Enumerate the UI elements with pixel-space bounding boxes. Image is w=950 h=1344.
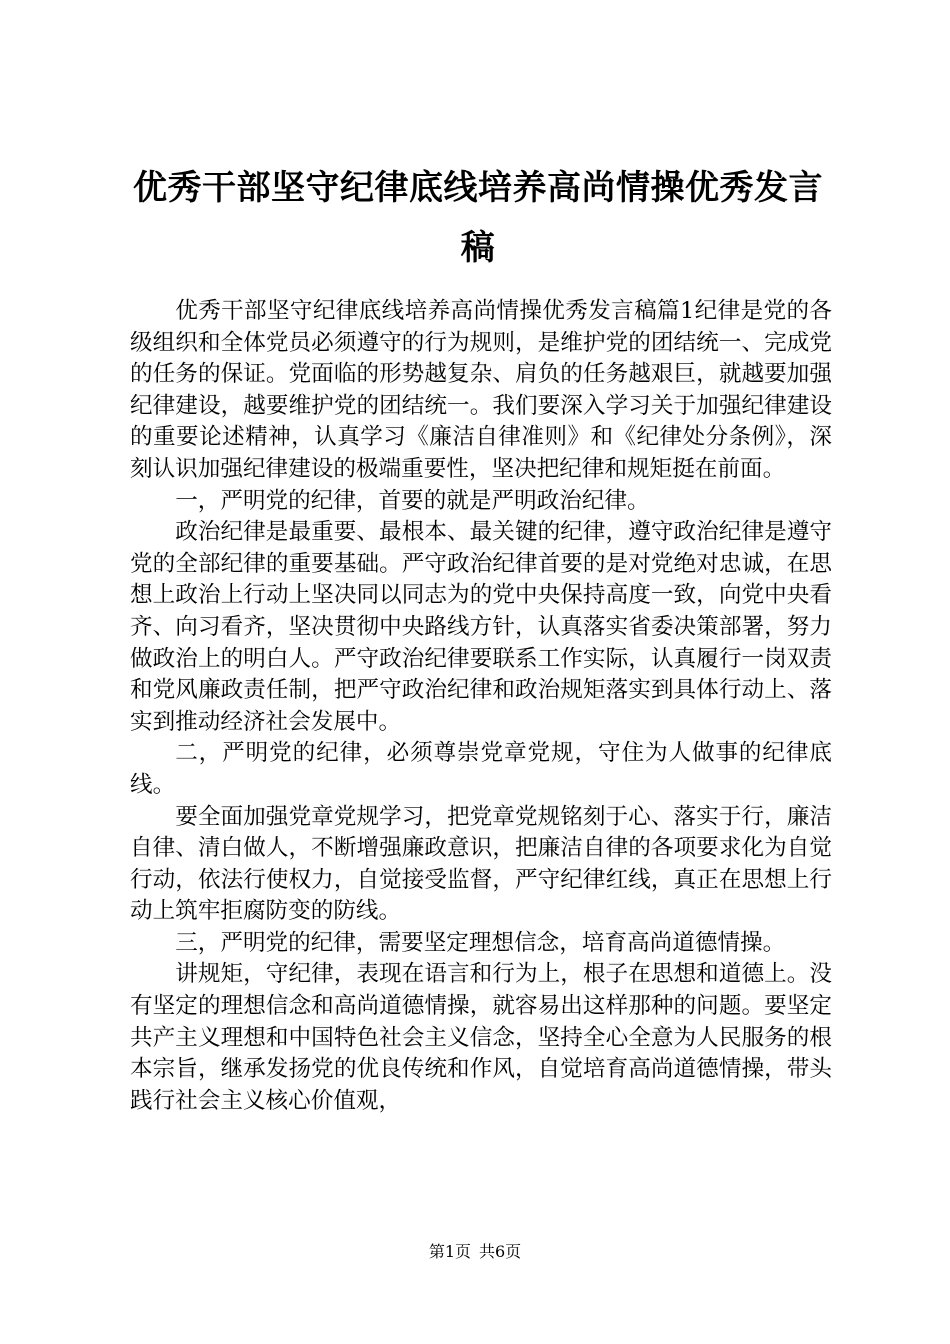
paragraph: 优秀干部坚守纪律底线培养高尚情操优秀发言稿篇1纪律是党的各级组织和全体党员必须遵守的行为规则，是维护党的团结统一、完成党的任务的保证。党面临的形势越复杂、肩负的任务越艰巨，就越要加强纪律建设，越要维护党的团结统一。我们要深入学习关于加强纪律建设的重要论述精神，认真学习《廉洁自律准则》和《纪律处分条例》，深刻认识加强纪律建设的极端重要性，坚决把纪律和规矩挺在前面。 xyxy=(130,298,832,482)
section-heading: 一，严明党的纪律，首要的就是严明政治纪律。 xyxy=(175,487,650,514)
document-title: 优秀干部坚守纪律底线培养高尚情操优秀发言稿 xyxy=(133,168,823,268)
section-heading: 三，严明党的纪律，需要坚定理想信念，培育高尚道德情操。 xyxy=(175,929,786,956)
section-heading: 二，严明党的纪律，必须尊崇党章党规，守住为人做事的纪律底线。 xyxy=(130,740,832,798)
paragraph: 要全面加强党章党规学习，把党章党规铭刻于心、落实于行，廉洁自律、清白做人，不断增强廉政意识，把廉洁自律的各项要求化为自觉行动，依法行使权力，自觉接受监督，严守纪律红线，真正在思想上行动上筑牢拒腐防变的防线。 xyxy=(130,803,832,925)
page-number: 第1页 xyxy=(428,1242,471,1261)
page-footer xyxy=(0,1241,950,1263)
document-body xyxy=(130,296,832,1117)
paragraph: 讲规矩，守纪律，表现在语言和行为上，根子在思想和道德上。没有坚定的理想信念和高尚道德情操，就容易出这样那种的问题。要坚定共产主义理想和中国特色社会主义信念，坚持全心全意为人民服务的根本宗旨，继承发扬党的优良传统和作风，自觉培育高尚道德情操，带头践行社会主义核心价值观， xyxy=(130,961,832,1114)
paragraph: 政治纪律是最重要、最根本、最关键的纪律，遵守政治纪律是遵守党的全部纪律的重要基础。严守政治纪律首要的是对党绝对忠诚，在思想上政治上行动上坚决同以同志为的党中央保持高度一致，向党中央看齐、向习看齐，坚决贯彻中央路线方针，认真落实省委决策部署，努力做政治上的明白人。严守政治纪律要联系工作实际，认真履行一岗双责和党风廉政责任制，把严守政治纪律和政治规矩落实到具体行动上、落实到推动经济社会发展中。 xyxy=(130,519,832,735)
page-total: 共6页 xyxy=(479,1242,522,1261)
